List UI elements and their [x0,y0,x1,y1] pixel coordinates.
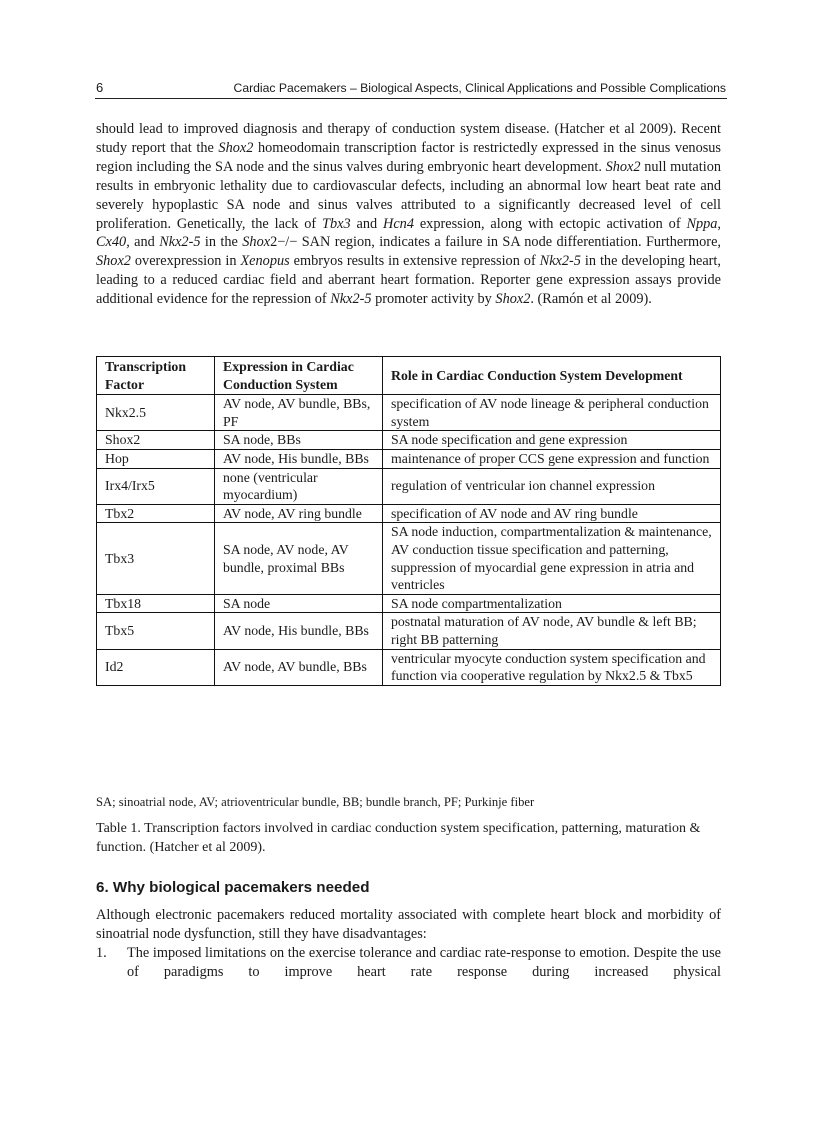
table-caption: Table 1. Transcription factors involved in cardiac conduction system specification, patterning, maturation & function. (Hatcher et al 2009). [96,821,701,855]
disadvantages-list [96,944,721,982]
cell-role: postnatal maturation of AV node, AV bundle & left BB; right BB patterning [383,613,721,649]
table-header-row [97,357,721,395]
cell-expression: SA node, AV node, AV bundle, proximal BBs [215,523,383,594]
cell-expression: none (ventricular myocardium) [215,468,383,504]
transcription-factor-table [96,356,721,686]
list-item [96,944,721,982]
cell-role: ventricular myocyte conduction system specification and function via cooperative regulation by Nkx2.5 & Tbx5 [383,649,721,685]
italic-gene-name: Shox [242,234,271,251]
cell-role: SA node induction, compartmentalization & maintenance, AV conduction tissue specification and patterning, suppression of myocardial gene expression in atria and ventricles [383,523,721,594]
table-row [97,613,721,649]
cell-factor: Shox2 [97,431,215,450]
italic-gene-name: Nkx2-5 [159,234,201,251]
section-heading: 6. Why biological pacemakers needed [96,879,370,896]
italic-gene-name: Shox2 [495,291,531,308]
italic-gene-name: Xenopus [240,253,290,270]
cell-expression: AV node, AV ring bundle [215,504,383,523]
running-title: Cardiac Pacemakers – Biological Aspects, Clinical Applications and Possible Complications [233,81,726,95]
cell-factor: Tbx2 [97,504,215,523]
italic-gene-name: Nkx2-5 [330,291,372,308]
cell-factor: Tbx18 [97,594,215,613]
cell-factor: Id2 [97,649,215,685]
italic-gene-name: Shox2 [605,158,641,175]
cell-factor: Irx4/Irx5 [97,468,215,504]
table-abbreviations-note: SA; sinoatrial node, AV; atrioventricular bundle, BB; bundle branch, PF; Purkinje fiber [96,795,535,809]
cell-factor: Hop [97,449,215,468]
column-header-expression: Expression in Cardiac Conduction System [215,357,383,395]
running-header [95,80,727,99]
cell-factor: Tbx5 [97,613,215,649]
table-row [97,594,721,613]
cell-factor: Tbx3 [97,523,215,594]
italic-gene-name: Hcn4 [383,215,414,232]
table-row [97,504,721,523]
list-item-number: 1. [96,945,107,961]
table-row [97,468,721,504]
cell-expression: AV node, AV bundle, BBs [215,649,383,685]
cell-role: SA node specification and gene expression [383,431,721,450]
cell-expression: AV node, His bundle, BBs [215,449,383,468]
italic-gene-name: Nkx2-5 [539,253,581,270]
section-intro-paragraph: Although electronic pacemakers reduced mortality associated with complete heart block and morbidity of sinoatrial node dysfunction, still they have disadvantages: [96,907,721,942]
table-row [97,449,721,468]
cell-role: specification of AV node and AV ring bundle [383,504,721,523]
list-item-text: The imposed limitations on the exercise tolerance and cardiac rate-response to emotion. Despite the use of paradigms to improve heart rate response during increased physical [127,945,721,980]
cell-role: specification of AV node lineage & peripheral conduction system [383,395,721,431]
cell-role: regulation of ventricular ion channel expression [383,468,721,504]
cell-role: SA node compartmentalization [383,594,721,613]
column-header-factor: Transcription Factor [97,357,215,395]
cell-expression: SA node, BBs [215,431,383,450]
table-row [97,523,721,594]
cell-expression: AV node, His bundle, BBs [215,613,383,649]
body-paragraph: should lead to improved diagnosis and therapy of conduction system disease. (Hatcher et al 2009). Recent study report that the Shox2 homeodomain transcription factor is restrictedly expressed in the sinus venosus region including the SA node and the sinus valves during embryonic heart development. Shox2 null mutation results in embryonic lethality due to cardiovascular defects, including an abnormal low heart beat rate and severely hypoplastic SA node and sinus valves attributed to a significantly decreased level of cell proliferation. Genetically, the lack of Tbx3 and Hcn4 expression, along with ectopic activation of Nppa, Cx40, and Nkx2-5 in the Shox2−/− SAN region, indicates a failure in SA node differentiation. Furthermore, Shox2 overexpression in Xenopus embryos results in extensive repression of Nkx2-5 in the developing heart, leading to a reduced cardiac field and aberrant heart formation. Reporter gene expression assays provide additional evidence for the repression of Nkx2-5 promoter activity by Shox2. (Ramón et al 2009). [96,121,721,308]
cell-expression: AV node, AV bundle, BBs, PF [215,395,383,431]
italic-gene-name: Cx40 [96,234,127,251]
table-row [97,649,721,685]
italic-gene-name: Nppa [686,215,718,232]
italic-gene-name: Tbx3 [322,215,351,232]
italic-gene-name: Shox2 [96,253,131,270]
table-row [97,431,721,450]
cell-role: maintenance of proper CCS gene expression and function [383,449,721,468]
table-row [97,395,721,431]
cell-expression: SA node [215,594,383,613]
column-header-role: Role in Cardiac Conduction System Development [383,357,721,395]
italic-gene-name: Shox2 [218,139,254,156]
page-number: 6 [96,80,104,95]
cell-factor: Nkx2.5 [97,395,215,431]
